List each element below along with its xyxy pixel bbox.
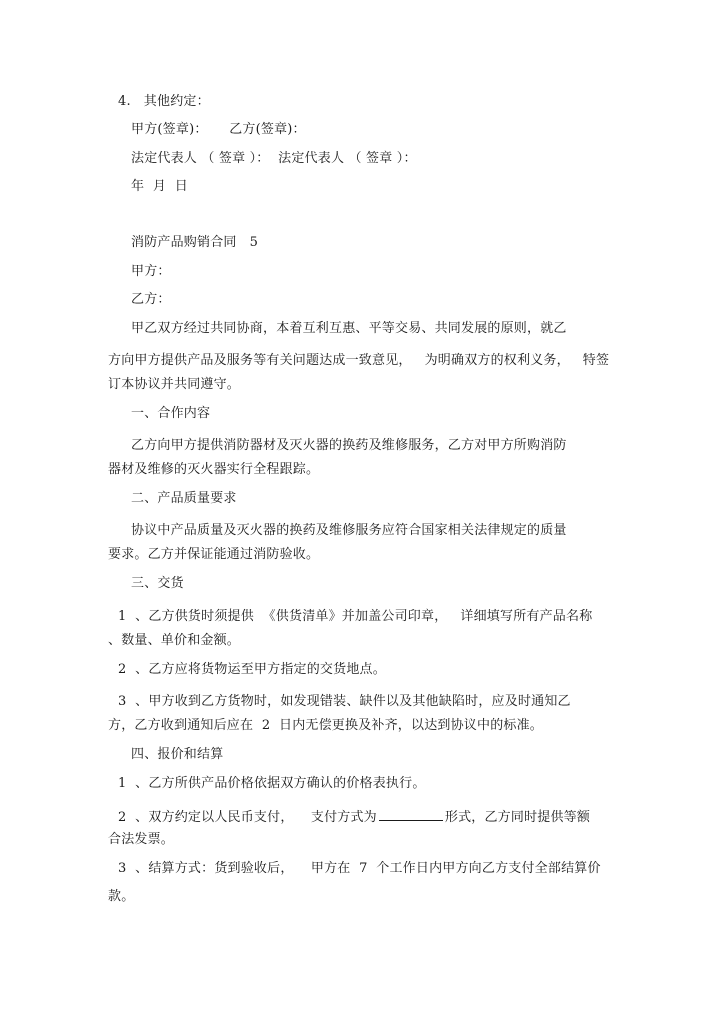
payment-method-blank — [379, 808, 443, 821]
payment-clause-end: 形式，乙方同时提供等额 — [444, 810, 591, 825]
text-line: 甲乙双方经过共同协商，本着互利互惠、平等交易、共同发展的原则，就乙 — [131, 321, 567, 336]
text-line: 乙方向甲方提供消防器材及灭火器的换药及维修服务，乙方对甲方所购消防 — [131, 438, 567, 453]
text-line: 年 月 日 — [131, 179, 188, 194]
text-line: 4. 其他约定： — [118, 94, 210, 109]
text-line: 协议中产品质量及灭火器的换药及维修服务应符合国家相关法律规定的质量 — [131, 523, 567, 538]
section-heading: 三、交货 — [131, 576, 184, 591]
text-line: 法定代表人 （ 签章 ）： 法定代表人 （ 签章 ）： — [131, 151, 417, 166]
text-line: 订本协议并共同遵守。 — [108, 377, 241, 392]
text-line: 方向甲方提供产品及服务等有关问题达成一致意见， 为明确双方的权利义务， 特签 — [108, 353, 610, 368]
text-line: 2 、乙方应将货物运至甲方指定的交货地点。 — [118, 662, 386, 677]
text-line: 3 、结算方式：货到验收后， 甲方在 7 个工作日内甲方向乙方支付全部结算价 — [118, 861, 601, 876]
text-line: 1 、乙方所供产品价格依据双方确认的价格表执行。 — [118, 776, 426, 791]
text-line: 乙方： — [131, 292, 171, 307]
section-heading: 四、报价和结算 — [131, 747, 224, 762]
text-line: 1 、乙方供货时须提供 《供货清单》并加盖公司印章， 详细填写所有产品名称 — [118, 609, 593, 624]
section-heading: 二、产品质量要求 — [131, 491, 237, 506]
text-line: 款。 — [108, 889, 135, 904]
payment-clause: 2 、双方约定以人民币支付， 支付方式为 — [118, 810, 377, 825]
text-line: 方，乙方收到通知后应在 2 日内无偿更换及补齐，以达到协议中的标准。 — [108, 718, 544, 733]
text-line: 要求。乙方并保证能通过消防验收。 — [108, 547, 320, 562]
text-line: 甲方(签章)： 乙方(签章)： — [131, 122, 306, 137]
text-line: 甲方： — [131, 264, 171, 279]
contract-title: 消防产品购销合同 5 — [131, 235, 259, 250]
text-line: 、数量、单价和金额。 — [108, 633, 241, 648]
text-line: 3 、甲方收到乙方货物时，如发现错装、缺件以及其他缺陷时，应及时通知乙 — [118, 694, 571, 709]
section-heading: 一、合作内容 — [131, 406, 211, 421]
text-line: 合法发票。 — [108, 832, 175, 847]
text-line — [118, 808, 590, 826]
text-line: 器材及维修的灭火器实行全程跟踪。 — [108, 462, 320, 477]
